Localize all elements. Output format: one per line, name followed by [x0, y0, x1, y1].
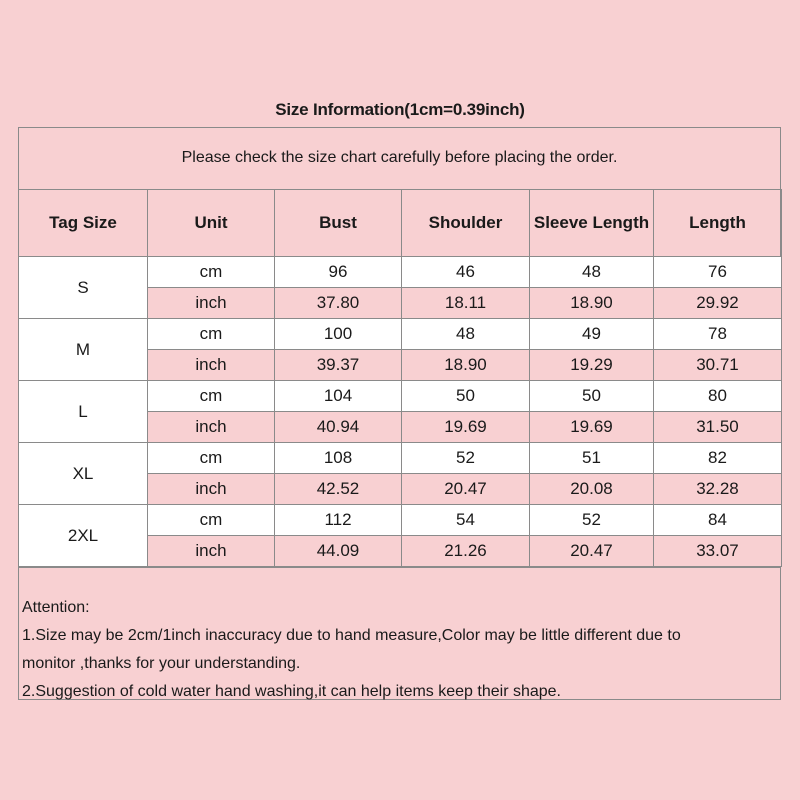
unit-cell: inch — [148, 474, 275, 505]
sleeve-cell: 18.90 — [530, 288, 654, 319]
shoulder-cell: 52 — [402, 443, 530, 474]
unit-cell: inch — [148, 412, 275, 443]
header-length: Length — [654, 190, 782, 257]
attention-line-2: monitor ,thanks for your understanding. — [22, 655, 301, 672]
size-table — [18, 189, 782, 567]
length-cell: 32.28 — [654, 474, 782, 505]
sleeve-cell: 49 — [530, 319, 654, 350]
bust-cell: 100 — [275, 319, 402, 350]
shoulder-cell: 46 — [402, 257, 530, 288]
tag-size-cell: S — [19, 257, 148, 319]
bust-cell: 108 — [275, 443, 402, 474]
header-tag-size: Tag Size — [19, 190, 148, 257]
bust-cell: 39.37 — [275, 350, 402, 381]
sleeve-cell: 51 — [530, 443, 654, 474]
bust-cell: 104 — [275, 381, 402, 412]
unit-cell: cm — [148, 319, 275, 350]
tag-size-cell: 2XL — [19, 505, 148, 567]
table-row — [19, 381, 782, 412]
unit-cell: inch — [148, 350, 275, 381]
sleeve-cell: 20.08 — [530, 474, 654, 505]
sleeve-cell: 19.69 — [530, 412, 654, 443]
shoulder-cell: 21.26 — [402, 536, 530, 567]
attention-box — [18, 567, 781, 700]
header-bust: Bust — [275, 190, 402, 257]
shoulder-cell: 48 — [402, 319, 530, 350]
table-row — [19, 443, 782, 474]
attention-line-1: 1.Size may be 2cm/1inch inaccuracy due to hand measure,Color may be little different due to — [22, 627, 681, 644]
table-row — [19, 505, 782, 536]
bust-cell: 44.09 — [275, 536, 402, 567]
sleeve-cell: 48 — [530, 257, 654, 288]
shoulder-cell: 54 — [402, 505, 530, 536]
bust-cell: 42.52 — [275, 474, 402, 505]
bust-cell: 40.94 — [275, 412, 402, 443]
length-cell: 82 — [654, 443, 782, 474]
length-cell: 31.50 — [654, 412, 782, 443]
tag-size-cell: M — [19, 319, 148, 381]
unit-cell: cm — [148, 505, 275, 536]
shoulder-cell: 18.11 — [402, 288, 530, 319]
length-cell: 29.92 — [654, 288, 782, 319]
header-sleeve-length: Sleeve Length — [530, 190, 654, 257]
table-row — [19, 257, 782, 288]
sleeve-cell: 50 — [530, 381, 654, 412]
table-row — [19, 319, 782, 350]
sleeve-cell: 19.29 — [530, 350, 654, 381]
shoulder-cell: 18.90 — [402, 350, 530, 381]
shoulder-cell: 50 — [402, 381, 530, 412]
length-cell: 33.07 — [654, 536, 782, 567]
attention-line-3: 2.Suggestion of cold water hand washing,it can help items keep their shape. — [22, 683, 561, 700]
length-cell: 76 — [654, 257, 782, 288]
page-title: Size Information(1cm=0.39inch) — [275, 100, 525, 119]
header-shoulder: Shoulder — [402, 190, 530, 257]
bust-cell: 37.80 — [275, 288, 402, 319]
shoulder-cell: 19.69 — [402, 412, 530, 443]
bust-cell: 112 — [275, 505, 402, 536]
length-cell: 30.71 — [654, 350, 782, 381]
sleeve-cell: 20.47 — [530, 536, 654, 567]
length-cell: 78 — [654, 319, 782, 350]
unit-cell: cm — [148, 257, 275, 288]
length-cell: 80 — [654, 381, 782, 412]
shoulder-cell: 20.47 — [402, 474, 530, 505]
length-cell: 84 — [654, 505, 782, 536]
unit-cell: cm — [148, 443, 275, 474]
bust-cell: 96 — [275, 257, 402, 288]
header-unit: Unit — [148, 190, 275, 257]
unit-cell: cm — [148, 381, 275, 412]
notice-text: Please check the size chart carefully before placing the order. — [181, 149, 618, 166]
attention-heading: Attention: — [22, 599, 90, 616]
unit-cell: inch — [148, 536, 275, 567]
sleeve-cell: 52 — [530, 505, 654, 536]
unit-cell: inch — [148, 288, 275, 319]
tag-size-cell: L — [19, 381, 148, 443]
header-row — [19, 190, 782, 257]
tag-size-cell: XL — [19, 443, 148, 505]
